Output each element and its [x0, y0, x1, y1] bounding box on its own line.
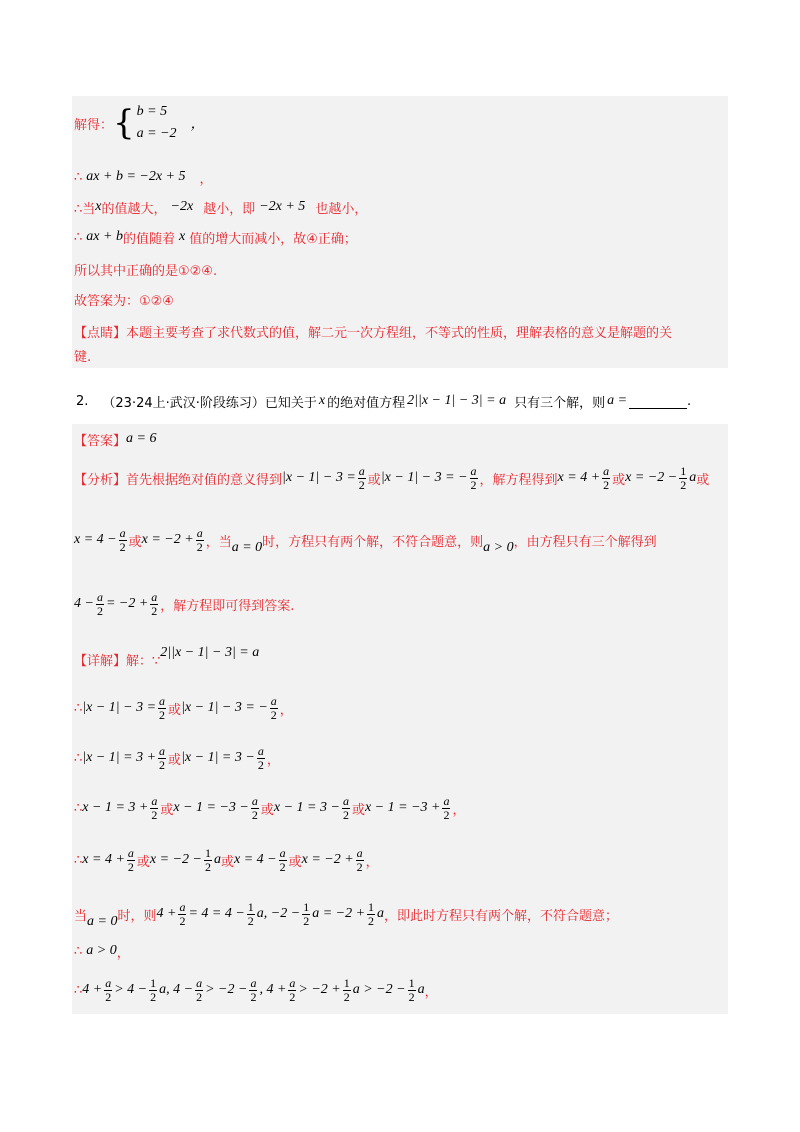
fraction-numerator: a — [342, 793, 349, 808]
fraction-denominator: 2 — [179, 913, 186, 928]
or-word: 或 — [168, 702, 182, 718]
expression: |x − 1| − 3 = − — [181, 700, 268, 715]
fraction-numerator: a — [105, 975, 112, 990]
variable: a — [213, 852, 221, 867]
therefore-symbol: ∴ — [74, 229, 83, 245]
analysis-line-2 — [74, 522, 657, 558]
fraction-denominator: 2 — [289, 989, 296, 1004]
fraction — [178, 901, 186, 927]
fraction — [251, 795, 259, 821]
text: 也越小， — [315, 201, 368, 217]
fraction-denominator: 2 — [603, 477, 610, 492]
answer-line — [74, 428, 156, 450]
analysis-line-3 — [74, 586, 294, 622]
or-word: 或 — [612, 472, 626, 488]
expression: = 4 = 4 − — [188, 906, 245, 921]
variable: a — [377, 906, 385, 921]
therefore-symbol: ∴ — [74, 982, 83, 998]
question-text: 的绝对值方程 — [327, 395, 406, 411]
fraction-denominator: 2 — [196, 539, 203, 554]
therefore-symbol: ∴ — [74, 800, 83, 816]
question-text: 只有三个解，则 — [514, 395, 606, 411]
analysis-label: 【分析】 — [74, 472, 127, 488]
expression: −2x + 5 — [259, 199, 306, 214]
fraction-denominator: 2 — [470, 477, 477, 492]
question-2 — [76, 386, 691, 416]
fraction-denominator: 2 — [150, 989, 157, 1004]
fraction-denominator: 2 — [303, 913, 310, 928]
fraction-denominator: 2 — [127, 859, 134, 874]
comment-line-1 — [74, 320, 672, 342]
fraction — [96, 591, 104, 617]
fraction — [358, 465, 366, 491]
fraction-numerator: 1 — [150, 975, 157, 990]
expression: x = 4 + — [82, 852, 125, 867]
expression: a > 0 — [483, 540, 514, 555]
equation-a: a = −2 — [136, 126, 177, 141]
text: 越小，即 — [203, 201, 256, 217]
text: 【点睛】本题主要考查了求代数式的值，解二元一次方程组，不等式的性质，理解表格的意义是解题的关 — [74, 325, 673, 341]
variable: a — [417, 982, 425, 997]
fraction-denominator: 2 — [279, 859, 286, 874]
fraction-numerator: 1 — [303, 899, 310, 914]
fraction-numerator: a — [96, 589, 103, 604]
fraction-numerator: a — [196, 975, 203, 990]
fraction-numerator: a — [179, 899, 186, 914]
fraction-numerator: a — [151, 793, 158, 808]
fraction — [679, 465, 687, 491]
expression: a = 0 — [231, 540, 263, 555]
detail-label: 【详解】 — [74, 653, 127, 669]
expression: 4 − — [74, 596, 94, 611]
fraction-numerator: a — [196, 525, 203, 540]
fraction-numerator: a — [250, 975, 257, 990]
comma: ， — [279, 702, 293, 718]
solve-label: 解得： — [74, 117, 114, 133]
period: . — [687, 393, 692, 409]
or-word: 或 — [696, 472, 710, 488]
equation-system — [137, 101, 177, 145]
text: 故答案为：①②④ — [74, 293, 174, 309]
fraction — [270, 695, 278, 721]
variable: x — [178, 229, 186, 244]
fraction-denominator: 2 — [408, 989, 415, 1004]
fraction-numerator: a — [289, 975, 296, 990]
fraction-denominator: 2 — [356, 859, 363, 874]
fraction — [342, 795, 350, 821]
expression: ax + b = −2x + 5 — [86, 169, 186, 184]
fraction — [408, 977, 416, 1003]
fraction — [247, 901, 255, 927]
expression: > 4 − — [114, 982, 148, 997]
fraction — [104, 977, 112, 1003]
fraction — [195, 977, 203, 1003]
question-text: （23·24上·武汉·阶段练习）已知关于 — [102, 395, 317, 411]
fraction-denominator: 2 — [343, 989, 350, 1004]
text: 键. — [74, 349, 92, 365]
text: 当 — [74, 908, 88, 924]
fraction-denominator: 2 — [204, 859, 211, 874]
fraction — [204, 847, 212, 873]
comma: ， — [452, 802, 466, 818]
expression: |x − 1| − 3 = — [282, 470, 356, 485]
fraction — [602, 465, 610, 491]
fraction-numerator: a — [159, 693, 166, 708]
fraction — [302, 901, 310, 927]
fraction-denominator: 2 — [368, 913, 375, 928]
fraction-denominator: 2 — [257, 757, 264, 772]
fraction-denominator: 2 — [251, 807, 258, 822]
fraction — [149, 977, 157, 1003]
solution-panel-1 — [72, 96, 728, 368]
or-word: 或 — [288, 854, 302, 870]
or-word: 或 — [128, 534, 142, 550]
answer-line — [74, 288, 174, 310]
expression: ax + b — [86, 229, 123, 244]
fraction — [249, 977, 257, 1003]
text: 所以其中正确的是①②④. — [74, 263, 218, 279]
therefore-symbol: ∴ — [74, 852, 83, 868]
fraction-numerator: a — [159, 743, 166, 758]
detail-step-3 — [74, 790, 466, 826]
fraction — [356, 847, 364, 873]
text: 首先根据绝对值的意义得到 — [126, 472, 283, 488]
fraction — [288, 977, 296, 1003]
expression: x − 1 = −3 − — [173, 800, 249, 815]
text: ，解方程即可得到答案. — [160, 598, 295, 614]
fraction-denominator: 2 — [151, 603, 158, 618]
fraction-denominator: 2 — [159, 707, 166, 722]
expression: a > 0 — [86, 943, 117, 958]
equation: 2||x − 1| − 3| = a — [160, 645, 260, 660]
comment-line-2 — [74, 344, 91, 366]
fraction — [470, 465, 478, 491]
expression: x − 1 = 3 − — [273, 800, 340, 815]
equation: 2||x − 1| − 3| = a — [407, 393, 507, 408]
text: 时，方程只有两个解，不符合题意，则 — [262, 534, 484, 550]
solution-panel-2 — [72, 424, 728, 1014]
expression: = −2 + — [105, 596, 149, 611]
detail-step-2 — [74, 740, 280, 776]
expression: x = −2 − — [625, 470, 678, 485]
fraction-numerator: 1 — [408, 975, 415, 990]
text: 的值随着 — [122, 231, 175, 247]
solve-line — [74, 100, 205, 146]
text: ，当 — [205, 534, 232, 550]
expression: |x − 1| = 3 − — [181, 750, 255, 765]
fraction — [150, 591, 158, 617]
detail-step-5 — [74, 896, 618, 932]
fraction-numerator: a — [127, 845, 134, 860]
answer-value: a = 6 — [126, 431, 157, 446]
expression: x = 4 + — [557, 470, 601, 485]
fraction-numerator: a — [270, 693, 277, 708]
detail-line — [74, 646, 259, 672]
fraction-denominator: 2 — [119, 539, 126, 554]
text: 时，则 — [117, 908, 157, 924]
or-word: 或 — [136, 854, 150, 870]
or-word: 或 — [160, 802, 174, 818]
fraction — [119, 527, 127, 553]
conclusion-line — [74, 258, 217, 280]
expression: x = −2 − — [149, 852, 202, 867]
fraction-numerator: 1 — [680, 463, 687, 478]
detail-step-1 — [74, 690, 293, 726]
fraction-numerator: a — [279, 845, 286, 860]
fraction — [367, 901, 375, 927]
expression: |x − 1| − 3 = − — [380, 470, 468, 485]
fraction — [442, 795, 450, 821]
fraction-denominator: 2 — [270, 707, 277, 722]
fraction — [158, 695, 166, 721]
variable: x — [318, 393, 326, 408]
fraction-numerator: 1 — [204, 845, 211, 860]
reasoning-line-2 — [74, 226, 357, 248]
expression: > −2 − — [205, 982, 248, 997]
text: ∴当 — [74, 201, 96, 217]
equation-b: b = 5 — [136, 104, 168, 119]
fraction-numerator: a — [151, 589, 158, 604]
or-word: 或 — [168, 752, 182, 768]
fraction-numerator: a — [356, 845, 363, 860]
expression: x = −2 + — [141, 532, 194, 547]
fraction-numerator: 1 — [343, 975, 350, 990]
expression: a = — [607, 393, 628, 408]
expression: a, −2 − — [256, 906, 301, 921]
fraction — [150, 795, 158, 821]
fraction — [343, 977, 351, 1003]
expression: a = 0 — [87, 914, 118, 929]
text: ，由方程只有三个解得到 — [513, 534, 657, 550]
expression: x = 4 − — [233, 852, 277, 867]
expression: |x − 1| = 3 + — [82, 750, 157, 765]
expression: a = −2 + — [312, 906, 366, 921]
fraction-denominator: 2 — [680, 477, 687, 492]
therefore-symbol: ∴ — [74, 700, 83, 716]
detail-step-7 — [74, 972, 438, 1008]
expression: > −2 + — [298, 982, 341, 997]
fraction-numerator: a — [470, 463, 477, 478]
fraction-numerator: a — [443, 793, 450, 808]
text: ，即此时方程只有两个解，不符合题意； — [384, 908, 619, 924]
fraction-denominator: 2 — [105, 989, 112, 1004]
expression: , 4 + — [259, 982, 287, 997]
fraction-denominator: 2 — [342, 807, 349, 822]
fraction-numerator: a — [257, 743, 264, 758]
comma: ， — [424, 984, 438, 1000]
question-number: 2. — [76, 393, 89, 409]
fraction-numerator: 1 — [368, 899, 375, 914]
answer-label: 【答案】 — [74, 433, 127, 449]
expression: 4 + — [82, 982, 103, 997]
or-word: 或 — [367, 472, 381, 488]
or-word: 或 — [351, 802, 365, 818]
comma: ， — [199, 171, 213, 187]
fraction-numerator: a — [119, 525, 126, 540]
therefore-symbol: ∴ — [74, 750, 83, 766]
expression: |x − 1| − 3 = — [82, 700, 157, 715]
comma: ， — [266, 752, 280, 768]
expression: x = −2 + — [301, 852, 354, 867]
comma: ， — [190, 117, 205, 132]
fraction-denominator: 2 — [250, 989, 257, 1004]
detail-step-6 — [74, 940, 130, 962]
or-word: 或 — [220, 854, 234, 870]
expression: x − 1 = −3 + — [364, 800, 441, 815]
fraction — [158, 745, 166, 771]
fraction-numerator: 1 — [247, 899, 254, 914]
result-line — [74, 166, 213, 188]
expression: −2x — [170, 199, 194, 214]
variable: a — [689, 470, 697, 485]
fraction-denominator: 2 — [358, 477, 365, 492]
fraction-denominator: 2 — [196, 989, 203, 1004]
fraction-numerator: a — [251, 793, 258, 808]
therefore-symbol: ∴ — [74, 169, 83, 185]
system-brace: { — [113, 103, 135, 143]
comma: ， — [365, 854, 379, 870]
analysis-line-1 — [74, 460, 709, 496]
fraction-numerator: a — [603, 463, 610, 478]
therefore-symbol: ∴ — [74, 943, 83, 959]
text: 的值越大， — [101, 201, 167, 217]
expression: x = 4 − — [74, 532, 117, 547]
fraction-denominator: 2 — [159, 757, 166, 772]
variable: x — [95, 199, 102, 214]
expression: a, 4 − — [159, 982, 194, 997]
fraction-numerator: a — [358, 463, 365, 478]
detail-step-4 — [74, 842, 379, 878]
text: 解：∵ — [126, 653, 161, 669]
text: ，解方程得到 — [479, 472, 558, 488]
comma: ， — [116, 945, 130, 961]
reasoning-line-1 — [74, 196, 367, 218]
text: 值的增大而减小，故④正确； — [189, 231, 357, 247]
answer-blank — [629, 394, 687, 409]
expression: 4 + — [156, 906, 177, 921]
expression: x − 1 = 3 + — [82, 800, 149, 815]
fraction-denominator: 2 — [151, 807, 158, 822]
fraction — [257, 745, 265, 771]
fraction-denominator: 2 — [96, 603, 103, 618]
or-word: 或 — [260, 802, 274, 818]
fraction — [196, 527, 204, 553]
fraction — [127, 847, 135, 873]
expression: a > −2 − — [352, 982, 406, 997]
fraction-denominator: 2 — [247, 913, 254, 928]
fraction-denominator: 2 — [443, 807, 450, 822]
fraction — [279, 847, 287, 873]
